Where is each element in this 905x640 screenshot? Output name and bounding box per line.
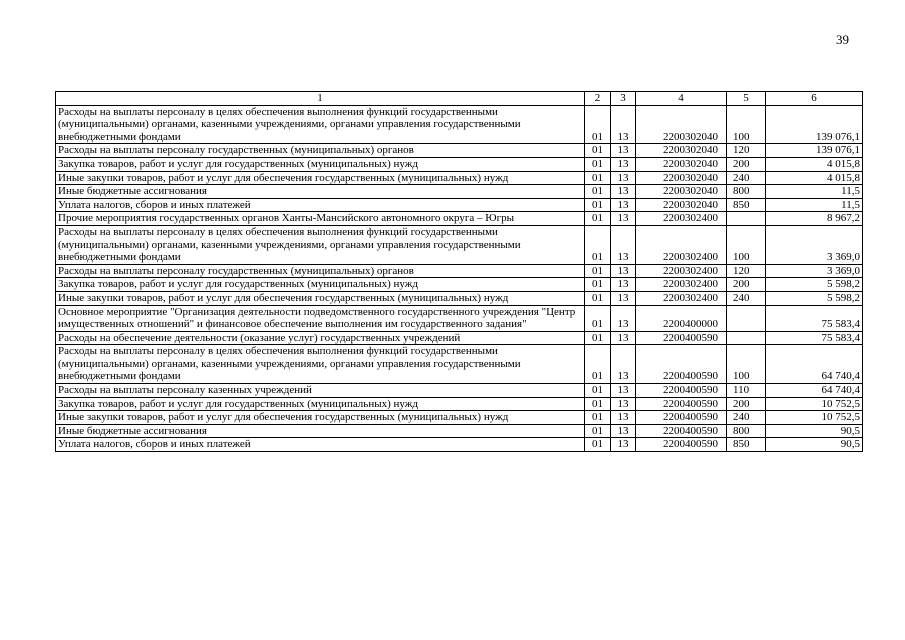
- row-target-code: 2200302040: [636, 105, 727, 144]
- table-row: [56, 278, 863, 292]
- row-section: 01: [585, 305, 611, 331]
- row-expense-type: 100: [727, 225, 766, 264]
- row-amount: 3 369,0: [766, 225, 863, 264]
- table-row: [56, 424, 863, 438]
- row-expense-type: 200: [727, 157, 766, 171]
- row-amount: 11,5: [766, 185, 863, 199]
- row-amount: 3 369,0: [766, 264, 863, 278]
- row-amount: 4 015,8: [766, 171, 863, 185]
- table-row: [56, 171, 863, 185]
- table-row: [56, 105, 863, 144]
- row-expense-type: 100: [727, 105, 766, 144]
- header-cell: 6: [766, 92, 863, 106]
- row-target-code: 2200400590: [636, 424, 727, 438]
- row-target-code: 2200400590: [636, 345, 727, 384]
- row-subsection: 13: [611, 424, 636, 438]
- row-section: 01: [585, 345, 611, 384]
- row-subsection: 13: [611, 411, 636, 425]
- row-subsection: 13: [611, 264, 636, 278]
- budget-table: [55, 91, 863, 452]
- table-row: [56, 384, 863, 398]
- row-section: 01: [585, 212, 611, 226]
- row-expense-type: 200: [727, 397, 766, 411]
- row-subsection: 13: [611, 225, 636, 264]
- header-cell: 2: [585, 92, 611, 106]
- row-description: Иные закупки товаров, работ и услуг для обеспечения государственных (муниципальных) нужд: [56, 171, 585, 185]
- row-amount: 139 076,1: [766, 105, 863, 144]
- table-row: [56, 411, 863, 425]
- table-row: [56, 198, 863, 212]
- row-section: 01: [585, 438, 611, 452]
- table-row: [56, 438, 863, 452]
- row-section: 01: [585, 157, 611, 171]
- table-row: [56, 212, 863, 226]
- row-expense-type: 120: [727, 264, 766, 278]
- row-section: 01: [585, 144, 611, 158]
- row-amount: 75 583,4: [766, 305, 863, 331]
- row-description: Расходы на выплаты персоналу в целях обеспечения выполнения функций государственными (муниципальными) органами, казенными учреждениями, органами управления государственными внебюджетными фондами: [56, 345, 585, 384]
- row-amount: 8 967,2: [766, 212, 863, 226]
- row-amount: 5 598,2: [766, 278, 863, 292]
- row-subsection: 13: [611, 171, 636, 185]
- row-target-code: 2200302400: [636, 225, 727, 264]
- row-subsection: 13: [611, 105, 636, 144]
- row-subsection: 13: [611, 198, 636, 212]
- row-expense-type: 240: [727, 411, 766, 425]
- row-target-code: 2200400590: [636, 384, 727, 398]
- table-row: [56, 291, 863, 305]
- row-section: 01: [585, 331, 611, 345]
- row-subsection: 13: [611, 384, 636, 398]
- row-subsection: 13: [611, 185, 636, 199]
- row-expense-type: [727, 331, 766, 345]
- row-section: 01: [585, 225, 611, 264]
- row-description: Иные бюджетные ассигнования: [56, 185, 585, 199]
- row-expense-type: 110: [727, 384, 766, 398]
- row-subsection: 13: [611, 278, 636, 292]
- row-expense-type: [727, 212, 766, 226]
- row-target-code: 2200302400: [636, 264, 727, 278]
- table-row: [56, 225, 863, 264]
- row-target-code: 2200302040: [636, 185, 727, 199]
- row-expense-type: [727, 305, 766, 331]
- row-description: Расходы на выплаты персоналу государственных (муниципальных) органов: [56, 264, 585, 278]
- row-amount: 64 740,4: [766, 384, 863, 398]
- header-row: [56, 92, 863, 106]
- row-section: 01: [585, 198, 611, 212]
- row-expense-type: 850: [727, 198, 766, 212]
- row-description: Закупка товаров, работ и услуг для государственных (муниципальных) нужд: [56, 278, 585, 292]
- row-subsection: 13: [611, 291, 636, 305]
- row-description: Прочие мероприятия государственных органов Ханты-Мансийского автономного округа – Югры: [56, 212, 585, 226]
- row-expense-type: 100: [727, 345, 766, 384]
- row-section: 01: [585, 397, 611, 411]
- table-row: [56, 144, 863, 158]
- row-amount: 11,5: [766, 198, 863, 212]
- row-target-code: 2200400590: [636, 411, 727, 425]
- row-description: Иные закупки товаров, работ и услуг для обеспечения государственных (муниципальных) нужд: [56, 291, 585, 305]
- row-target-code: 2200302040: [636, 171, 727, 185]
- row-section: 01: [585, 291, 611, 305]
- row-subsection: 13: [611, 212, 636, 226]
- row-description: Расходы на выплаты персоналу государственных (муниципальных) органов: [56, 144, 585, 158]
- table-body: [56, 105, 863, 451]
- row-section: 01: [585, 411, 611, 425]
- row-description: Расходы на выплаты персоналу в целях обеспечения выполнения функций государственными (муниципальными) органами, казенными учреждениями, органами управления государственными внебюджетными фондами: [56, 105, 585, 144]
- row-expense-type: 800: [727, 185, 766, 199]
- row-subsection: 13: [611, 438, 636, 452]
- row-amount: 10 752,5: [766, 397, 863, 411]
- row-amount: 139 076,1: [766, 144, 863, 158]
- row-description: Уплата налогов, сборов и иных платежей: [56, 438, 585, 452]
- header-cell: 5: [727, 92, 766, 106]
- row-description: Иные закупки товаров, работ и услуг для обеспечения государственных (муниципальных) нужд: [56, 411, 585, 425]
- row-section: 01: [585, 278, 611, 292]
- row-description: Иные бюджетные ассигнования: [56, 424, 585, 438]
- header-cell: 4: [636, 92, 727, 106]
- row-expense-type: 120: [727, 144, 766, 158]
- row-subsection: 13: [611, 305, 636, 331]
- table-row: [56, 331, 863, 345]
- row-target-code: 2200302040: [636, 144, 727, 158]
- row-target-code: 2200302400: [636, 212, 727, 226]
- row-description: Расходы на выплаты персоналу казенных учреждений: [56, 384, 585, 398]
- row-description: Расходы на выплаты персоналу в целях обеспечения выполнения функций государственными (муниципальными) органами, казенными учреждениями, органами управления государственными внебюджетными фондами: [56, 225, 585, 264]
- table-row: [56, 397, 863, 411]
- table-row: [56, 185, 863, 199]
- row-section: 01: [585, 424, 611, 438]
- page-number: 39: [836, 32, 849, 47]
- row-description: Расходы на обеспечение деятельности (оказание услуг) государственных учреждений: [56, 331, 585, 345]
- row-expense-type: 240: [727, 171, 766, 185]
- row-expense-type: 850: [727, 438, 766, 452]
- row-amount: 4 015,8: [766, 157, 863, 171]
- table-row: [56, 345, 863, 384]
- row-target-code: 2200302040: [636, 198, 727, 212]
- table-header: [56, 92, 863, 106]
- row-expense-type: 200: [727, 278, 766, 292]
- row-amount: 90,5: [766, 438, 863, 452]
- row-amount: 5 598,2: [766, 291, 863, 305]
- row-subsection: 13: [611, 157, 636, 171]
- row-section: 01: [585, 185, 611, 199]
- row-target-code: 2200302400: [636, 278, 727, 292]
- row-section: 01: [585, 105, 611, 144]
- row-section: 01: [585, 384, 611, 398]
- row-target-code: 2200400590: [636, 397, 727, 411]
- row-target-code: 2200400590: [636, 438, 727, 452]
- row-amount: 10 752,5: [766, 411, 863, 425]
- row-description: Основное мероприятие "Организация деятельности подведомственного государственного учреждения "Центр имущественных отношений" и финансовое обеспечение выполнения им государственного задания": [56, 305, 585, 331]
- row-amount: 64 740,4: [766, 345, 863, 384]
- row-subsection: 13: [611, 144, 636, 158]
- row-subsection: 13: [611, 397, 636, 411]
- row-amount: 75 583,4: [766, 331, 863, 345]
- table-row: [56, 264, 863, 278]
- row-section: 01: [585, 171, 611, 185]
- row-target-code: 2200302400: [636, 291, 727, 305]
- row-target-code: 2200302040: [636, 157, 727, 171]
- table-row: [56, 157, 863, 171]
- table-row: [56, 305, 863, 331]
- row-subsection: 13: [611, 345, 636, 384]
- row-target-code: 2200400000: [636, 305, 727, 331]
- header-cell: 3: [611, 92, 636, 106]
- row-subsection: 13: [611, 331, 636, 345]
- row-description: Закупка товаров, работ и услуг для государственных (муниципальных) нужд: [56, 157, 585, 171]
- row-target-code: 2200400590: [636, 331, 727, 345]
- row-amount: 90,5: [766, 424, 863, 438]
- row-expense-type: 800: [727, 424, 766, 438]
- row-description: Уплата налогов, сборов и иных платежей: [56, 198, 585, 212]
- row-description: Закупка товаров, работ и услуг для государственных (муниципальных) нужд: [56, 397, 585, 411]
- header-cell: 1: [56, 92, 585, 106]
- row-expense-type: 240: [727, 291, 766, 305]
- row-section: 01: [585, 264, 611, 278]
